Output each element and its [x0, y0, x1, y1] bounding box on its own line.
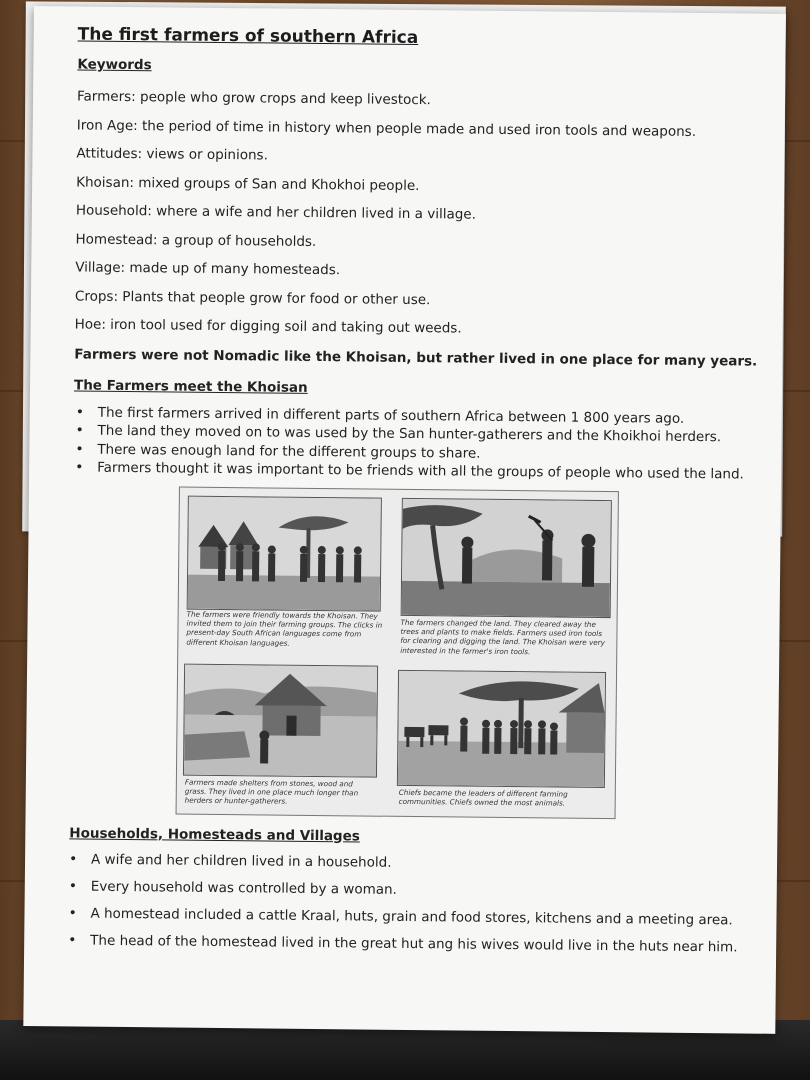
list-item: • A wife and her children lived in a household. [91, 851, 759, 875]
illustration-chiefs-cattle [397, 669, 606, 787]
keyword-crops: Crops: Plants that people grow for food or other use. [74, 287, 431, 308]
keyword-khoisan: Khoisan: mixed groups of San and Khokhoi people. [76, 173, 420, 194]
section-heading-households: Households, Homesteads and Villages [69, 824, 360, 844]
list-item: • Every household was controlled by a woman. [91, 878, 759, 902]
list-item: • The land they moved on to was used by the San hunter-gatherers and the Khoikhoi herders. [97, 422, 763, 447]
bullet-list-households [68, 851, 759, 956]
illustration-farmers-meet-khoisan [187, 495, 382, 611]
illustration-clearing-land [401, 497, 612, 617]
caption-clearing-land: The farmers changed the land. They cleared away the trees and plants to make fields. Farmers used iron tools for clearing and digging the land. The Khoisan were very interested in the farmer's iron tools. [400, 617, 605, 656]
list-item: • The first farmers arrived in different parts of southern Africa between 1 800 years ago. [98, 403, 764, 428]
illustration-shelters [183, 663, 378, 777]
list-item: • The head of the homestead lived in the great hut ang his wives would live in the huts near him. [90, 932, 758, 956]
list-item: • A homestead included a cattle Kraal, huts, grain and food stores, kitchens and a meeting area. [90, 905, 758, 929]
bold-statement: Farmers were not Nomadic like the Khoisan, but rather lived in one place for many years. [74, 345, 758, 370]
keywords-heading: Keywords [77, 56, 152, 74]
caption-shelters: Farmers made shelters from stones, wood and grass. They lived in one place much longer than herders or hunter-gatherers. [184, 777, 359, 807]
illustration-figure [176, 486, 619, 819]
keyword-household: Household: where a wife and her children lived in a village. [75, 202, 477, 223]
keyword-iron-age: Iron Age: the period of time in history when people made and used iron tools and weapons. [76, 116, 697, 140]
caption-farmers-meet-khoisan: The farmers were friendly towards the Khoisan. They invited them to join their farming groups. The clicks in present-day South African languages come from different Khoisan languages. [186, 609, 383, 648]
bullet-list-farmers-meet-khoisan [73, 403, 764, 484]
list-item: • Farmers thought it was important to be friends with all the groups of people who used the land. [97, 459, 763, 484]
keyword-hoe: Hoe: iron tool used for digging soil and taking out weeds. [74, 316, 462, 337]
keywords-list [75, 82, 768, 346]
keyword-attitudes: Attitudes: views or opinions. [76, 145, 269, 164]
keyword-homestead: Homestead: a group of households. [75, 230, 317, 250]
caption-chiefs-cattle: Chiefs became the leaders of different farming communities. Chiefs owned the most animals. [398, 787, 568, 808]
keyword-village: Village: made up of many homesteads. [75, 259, 341, 279]
list-item: • There was enough land for the different groups to share. [97, 440, 763, 465]
keyword-farmers: Farmers: people who grow crops and keep livestock. [76, 88, 431, 109]
page-title: The first farmers of southern Africa [77, 24, 419, 49]
section-heading-farmers-meet-khoisan: The Farmers meet the Khoisan [73, 376, 308, 396]
worksheet-page [23, 6, 786, 1034]
